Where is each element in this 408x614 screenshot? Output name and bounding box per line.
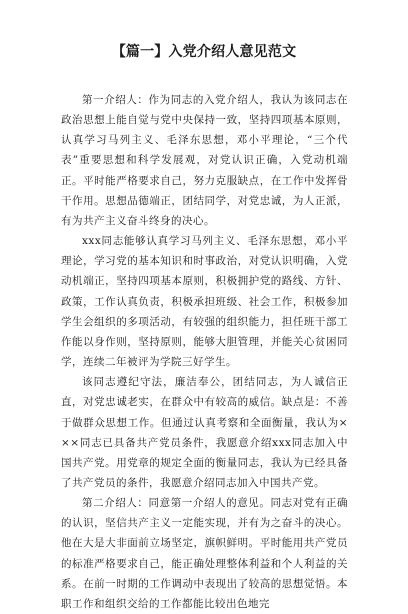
paragraph-second-introducer: 第二介绍人：同意第一介绍人的意见。同志对党有正确的认识，坚信共产主义一定能实现，并有为之奋斗的决心。他在大是大非面前立场坚定，旗帜鲜明。平时能用共产党员的标准严格要求自己，能正确处理整体利益和个人利益的关系。在前一时期的工作调动中表现出了较高的思想觉悟。本职工作和组织交给的工作都能比较出色地完 <box>61 497 348 610</box>
document-title: 【篇一】入党介绍人意见范文 <box>111 44 297 60</box>
paragraph-first-introducer: 第一介绍人：作为同志的入党介绍人，我认为该同志在政治思想上能自觉与党中央保持一致，坚持四项基本原则，认真学习马列主义、毛泽东思想，邓小平理论，“三个代表”重要思想和科学发展观，对党认识正确，入党动机端正。平时能严格要求自己，努力克服缺点，在工作中发挥骨干作用。思想品德端正，团结同学，对党忠诚，为人正派，有为共产主义奋斗终身的决心。 <box>61 94 348 227</box>
paragraph-xxx-comrade: xxx同志能够认真学习马列主义、毛泽东思想，邓小平理论，学习党的基本知识和时事政治，对党认识明确，入党动机端正，坚持四项基本原则，积极拥护党的路线、方针、政策，工作认真负责，积极承担班级、社会工作，积极参加学生会组织的多项活动，有较强的组织能力，担任班干部工作能以身作则，坚持原则，能够大胆管理，并能关心贫困同学，连续二年被评为学院三好学生。 <box>61 235 348 369</box>
paragraph-discipline: 该同志遵纪守法，廉洁奉公，团结同志，为人诚信正直，对党忠诚老实，在群众中有较高的威信。缺点是：不善于做群众思想工作。但通过认真考察和全面衡量，我认为×××同志已具备共产党员条件，我愿意介绍xxx同志加入中国共产党。用党章的规定全面的衡量同志，我认为已经具备了共产党员的条件，我愿意介绍同志加入中国共产党。 <box>61 376 348 489</box>
document-body <box>61 90 348 614</box>
